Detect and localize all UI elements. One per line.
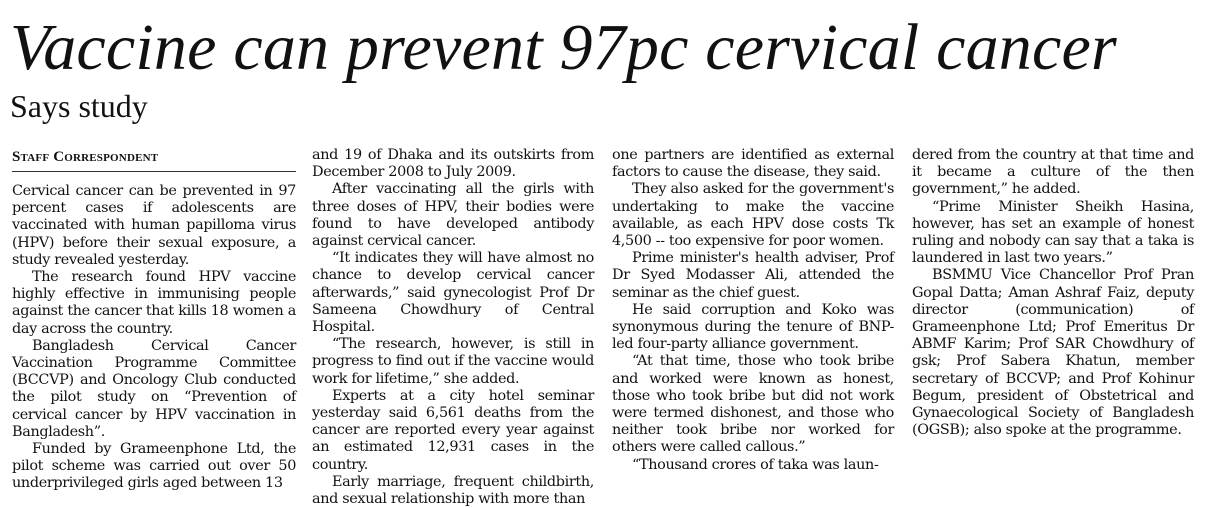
paragraph: Early marriage, frequent childbirth, and sexual relationship with more than: [312, 473, 594, 508]
article-column-3: [612, 147, 894, 474]
paragraph: dered from the country at that time and it became a culture of the then government,” he added.: [912, 147, 1194, 198]
paragraph: Prime minister's health adviser, Prof Dr Syed Modasser Ali, attended the seminar as the chief guest.: [612, 250, 894, 301]
paragraph: “It indicates they will have almost no chance to develop cervical cancer afterwards,” said gynecologist Prof Dr Sameena Chowdhury of Central Hospital.: [312, 250, 594, 336]
paragraph: “Prime Minister Sheikh Hasina, however, has set an example of honest ruling and nobody can say that a taka is laundered in last two years.”: [912, 198, 1194, 267]
article-column-1: [12, 183, 296, 493]
paragraph: BSMMU Vice Chancellor Prof Pran Gopal Datta; Aman Ashraf Faiz, deputy director (communication) of Grameenphone Ltd; Prof Emeritus Dr ABMF Karim; Prof SAR Chowdhury of gsk; Prof Sabera Khatun, member secretary of BCCVP; and Prof Kohinur Begum, president of Obstetrical and Gynaecological Society of Bangladesh (OGSB); also spoke at the programme.: [912, 267, 1194, 439]
byline: Staff Correspondent: [12, 149, 159, 165]
paragraph: one partners are identified as external factors to cause the disease, they said.: [612, 147, 894, 181]
paragraph: “At that time, those who took bribe and worked were known as honest, those who took bribe but did not work were termed dishonest, and those who neither took bribe nor worked for others were called callous.”: [612, 353, 894, 456]
paragraph: They also asked for the government's undertaking to make the vaccine available, as each HPV dose costs Tk 4,500 -- too expensive for poor women.: [612, 181, 894, 250]
subheadline: Says study: [10, 88, 148, 124]
paragraph: After vaccinating all the girls with three doses of HPV, their bodies were found to have developed antibody against cervical cancer.: [312, 181, 594, 250]
paragraph: “Thousand crores of taka was laun-: [632, 456, 879, 473]
paragraph: The research found HPV vaccine highly effective in immunising people against the cancer that kills 18 women a day across the country.: [12, 269, 296, 337]
paragraph: Experts at a city hotel seminar yesterday said 6,561 deaths from the cancer are reported every year against an estimated 12,931 cases in the country.: [312, 387, 594, 473]
headline: Vaccine can prevent 97pc cervical cancer: [10, 11, 1117, 84]
paragraph: Cervical cancer can be prevented in 97 percent cases if adolescents are vaccinated with human papilloma virus (HPV) before their sexual exposure, a study revealed yesterday.: [12, 183, 296, 268]
paragraph: Funded by Grameenphone Ltd, the pilot scheme was carried out over 50 underprivileged girls aged between 13: [12, 441, 296, 492]
article-column-4: [912, 147, 1194, 439]
paragraph: He said corruption and Koko was synonymous during the tenure of BNP-led four-party alliance government.: [612, 301, 894, 353]
paragraph: Bangladesh Cervical Cancer Vaccination Programme Committee (BCCVP) and Oncology Club conducted the pilot study on “Prevention of cervical cancer by HPV vaccination in Bangladesh”.: [12, 337, 296, 440]
byline-divider: [12, 171, 296, 172]
paragraph: and 19 of Dhaka and its outskirts from December 2008 to July 2009.: [312, 147, 594, 181]
article-column-2: [312, 147, 594, 508]
paragraph: “The research, however, is still in progress to find out if the vaccine would work for lifetime,” she added.: [312, 336, 594, 387]
